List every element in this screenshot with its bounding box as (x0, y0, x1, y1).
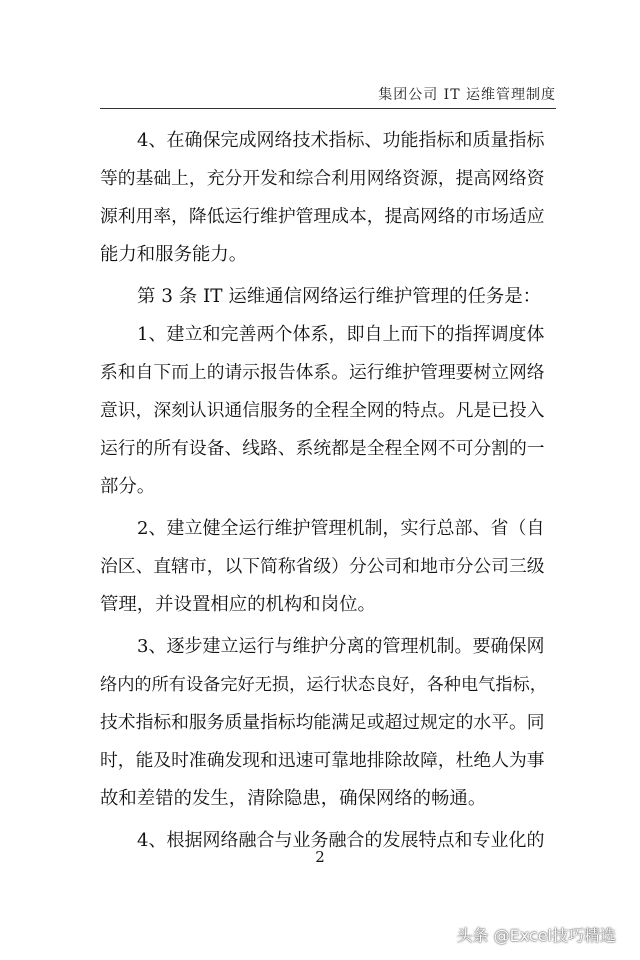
document-body (100, 122, 548, 860)
text-line: 能力和服务能力。 (100, 244, 248, 265)
text-line: 运行的所有设备、线路、系统都是全程全网不可分割的一 (100, 438, 545, 459)
running-header: 集团公司 IT 运维管理制度 (378, 87, 556, 103)
text-line: 2、建立健全运行维护管理机制，实行总部、省（自 (137, 518, 545, 539)
source-watermark: 头条 @Excel技巧精选 (456, 926, 616, 945)
text-line: 源利用率，降低运行维护管理成本，提高网络的市场适应 (100, 206, 545, 227)
text-line: 等的基础上，充分开发和综合利用网络资源，提高网络资 (100, 168, 545, 189)
text-line: 管理，并设置相应的机构和岗位。 (100, 594, 376, 615)
text-line: 4、在确保完成网络技术指标、功能指标和质量指标 (137, 130, 545, 151)
article-heading: 第 3 条 IT 运维通信网络运行维护管理的任务是： (137, 286, 542, 307)
text-line: 故和差错的发生，清除隐患，确保网络的畅通。 (100, 788, 487, 809)
text-line: 1、建立和完善两个体系，即自上而下的指挥调度体 (137, 324, 545, 345)
text-line: 部分。 (100, 476, 156, 497)
text-line: 系和自下而上的请示报告体系。运行维护管理要树立网络 (100, 362, 545, 383)
text-line: 意识，深刻认识通信服务的全程全网的特点。凡是已投入 (100, 400, 545, 421)
text-line: 技术指标和服务质量指标均能满足或超过规定的水平。同 (100, 712, 545, 733)
text-line: 3、逐步建立运行与维护分离的管理机制。要确保网 (137, 636, 545, 657)
text-line: 络内的所有设备完好无损，运行状态良好，各种电气指标， (100, 675, 547, 695)
text-line: 治区、直辖市，以下简称省级）分公司和地市分公司三级 (100, 556, 545, 577)
page-number: 2 (315, 848, 325, 866)
text-line: 时，能及时准确发现和迅速可靠地排除故障，杜绝人为事 (100, 750, 545, 771)
header-rule (100, 108, 556, 109)
text-line: 4、根据网络融合与业务融合的发展特点和专业化的 (137, 830, 545, 851)
